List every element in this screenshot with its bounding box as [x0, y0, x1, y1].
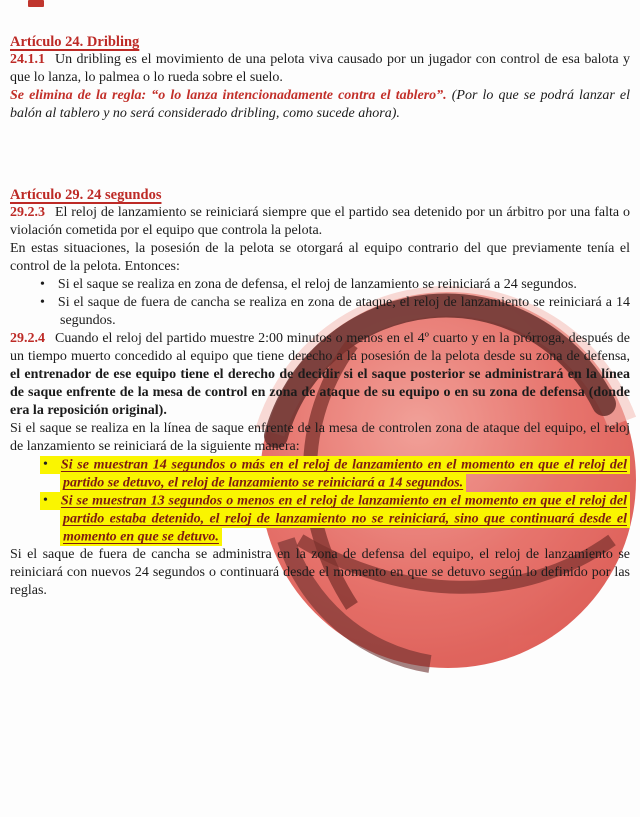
frontcourt-intro-paragraph: Si el saque se realiza en la línea de saque enfrente de la mesa de controlen zona de ataque del equipo, el reloj de lanzamiento se reiniciará de la siguiente manera: — [10, 421, 630, 454]
clause-29-2-4-number: 29.2.4 — [10, 331, 45, 346]
bullet-marker: • — [43, 457, 48, 472]
article-29-heading: Artículo 29. 24 segundos — [10, 187, 162, 203]
document-content — [0, 34, 640, 600]
highlighted-bullet-text: Si se muestran 13 segundos o menos en el reloj de lanzamiento en el momento en que el reloj del partido estaba detenido, el reloj de lanzamiento no se reiniciará, sino que continuará desde el momento en que se detuvo. — [60, 493, 627, 544]
bullet-marker: • — [43, 493, 48, 508]
article-24-heading: Artículo 24. Dribling — [10, 34, 140, 50]
clause-29-2-4-text-normal: Cuando el reloj del partido muestre 2:00 minutos o menos en el 4º cuarto y en la prórroga, después de un tiempo muerto concedido al equipo que tiene derecho a la posesión de la pelota desde su zona de defensa, — [10, 331, 630, 364]
backcourt-rule-paragraph: Si el saque de fuera de cancha se administra en la zona de defensa del equipo, el reloj de lanzamiento se reiniciará con nuevos 24 segundos o continuará desde el momento en que se detuvo según lo definido por las reglas. — [10, 547, 630, 598]
clause-29-2-3-paragraph — [10, 204, 630, 240]
clause-24-1-1-paragraph — [10, 51, 630, 87]
bullet-text: Si el saque se realiza en zona de defensa, el reloj de lanzamiento se reiniciará a 24 segundos. — [57, 277, 577, 292]
bullet-marker: • — [40, 277, 45, 292]
clause-29-2-3-text: El reloj de lanzamiento se reiniciará siempre que el partido sea detenido por un árbitro por una falta o violación cometida por el equipo que controla la pelota. — [10, 205, 630, 238]
highlighted-bullet-13s — [10, 492, 630, 546]
bullet-item-defense-24s — [10, 276, 630, 294]
situations-intro-paragraph: En estas situaciones, la posesión de la pelota se otorgará al equipo contrario del que previamente tenía el control de la pelota. Entonces: — [10, 241, 630, 274]
clause-24-1-1-number: 24.1.1 — [10, 52, 45, 67]
highlighted-bullet-14s — [10, 456, 630, 492]
bullet-item-attack-14s — [10, 294, 630, 330]
amendment-removed-rule-text: Se elimina de la regla: “o lo lanza intencionadamente contra el tablero”. — [10, 88, 447, 103]
shot-clock-reset-bullet-list — [10, 276, 630, 330]
clause-29-2-4-paragraph — [10, 330, 630, 420]
amendment-note-paragraph — [10, 87, 630, 123]
highlight-band — [40, 492, 630, 546]
highlight-band — [40, 456, 630, 492]
bullet-marker: • — [40, 295, 45, 310]
page-top-cropped-text-artifact — [28, 0, 44, 7]
clause-24-1-1-text: Un dribling es el movimiento de una pelota viva causado por un jugador con control de esa balota y que lo lanza, lo palmea o lo rueda sobre el suelo. — [10, 52, 630, 85]
highlighted-bullet-text: Si se muestran 14 segundos o más en el reloj de lanzamiento en el momento en que el reloj del partido se detuvo, el reloj de lanzamiento se reiniciará a 14 segundos. — [60, 457, 627, 490]
amendment-explanation-text: (Por lo que se podrá lanzar el balón al tablero y no será considerado dribling, como sucede ahora). — [10, 88, 631, 121]
clause-29-2-4-text-bold: el entrenador de ese equipo tiene el derecho de decidir si el saque posterior se administrará en la línea de saque enfrente de la mesa de control en zona de ataque de su equipo o en su zona de defensa (donde era la reposición original). — [10, 367, 630, 418]
clause-29-2-3-number: 29.2.3 — [10, 205, 45, 220]
bullet-text: Si el saque de fuera de cancha se realiza en zona de ataque, el reloj de lanzamiento se reiniciará a 14 segundos. — [57, 295, 630, 328]
